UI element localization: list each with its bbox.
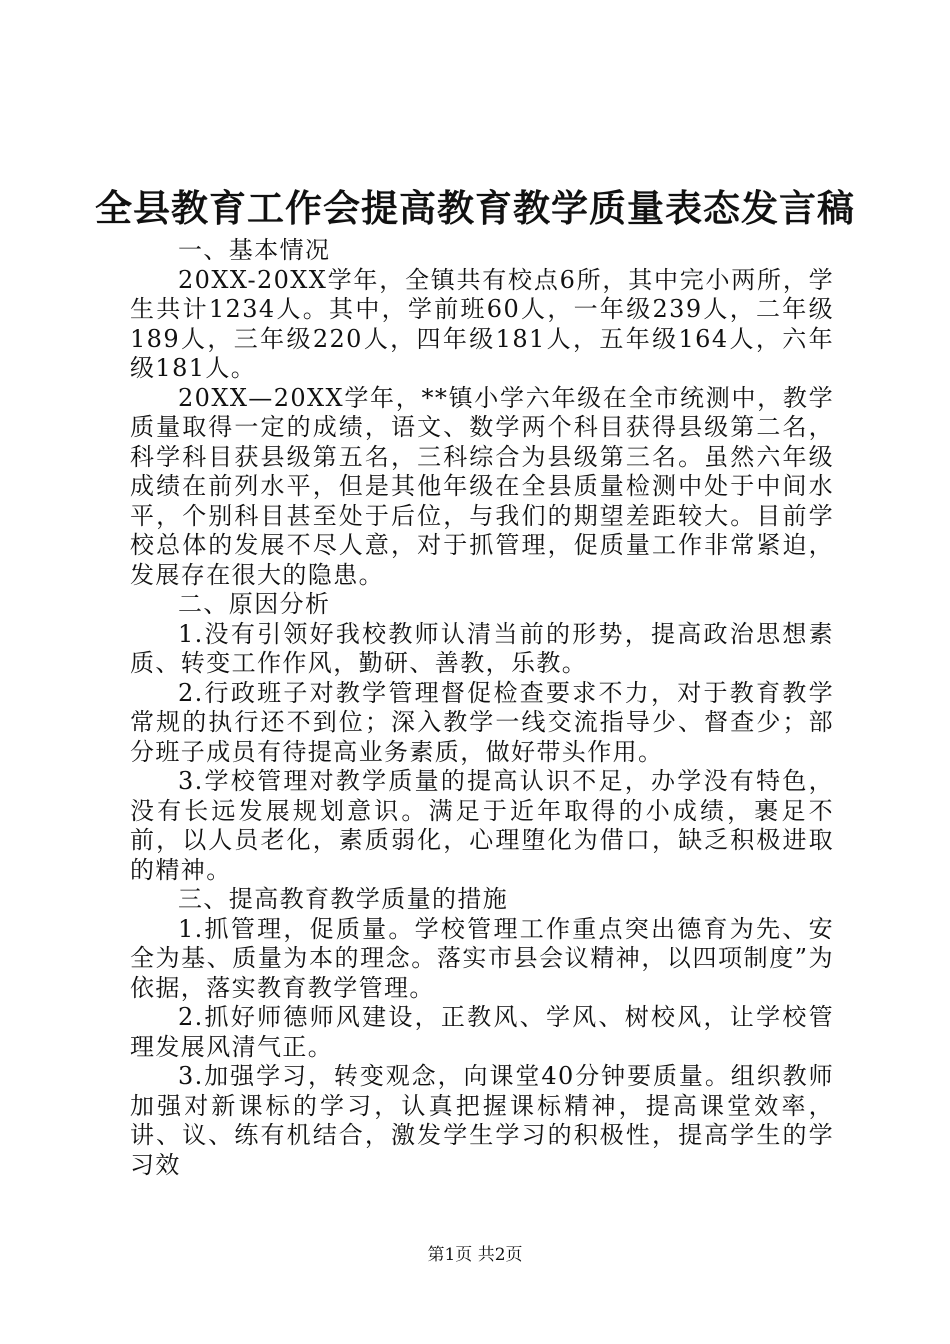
document-title: 全县教育工作会提高教育教学质量表态发言稿 — [95, 186, 855, 230]
paragraph-measure-2: 2.抓好师德师风建设，正教风、学风、树校风，让学校管理发展风清气正。 — [130, 1003, 834, 1061]
document-body — [130, 236, 834, 1180]
paragraph-cause-2: 2.行政班子对教学管理督促检查要求不力，对于教育教学常规的执行还不到位；深入教学一线交流指导少、督查少；部分班子成员有待提高业务素质，做好带头作用。 — [130, 678, 834, 766]
paragraph-student-statistics: 20XX-20XX学年，全镇共有校点6所，其中完小两所，学生共计1234人。其中，学前班60人，一年级239人，二年级189人，三年级220人，四年级181人，五年级164人，六年级181人。 — [130, 265, 834, 382]
paragraph-measure-1: 1.抓管理，促质量。学校管理工作重点突出德育为先、安全为基、质量为本的理念。落实市县会议精神，以四项制度”为依据，落实教育教学管理。 — [130, 914, 834, 1002]
paragraph-measure-3: 3.加强学习，转变观念，向课堂40分钟要质量。组织教师加强对新课标的学习，认真把握课标精神，提高课堂效率，讲、议、练有机结合，激发学生学习的积极性，提高学生的学习效 — [130, 1062, 834, 1179]
section-heading-cause-analysis: 二、原因分析 — [178, 590, 331, 618]
paragraph-cause-1: 1.没有引领好我校教师认清当前的形势，提高政治思想素质、转变工作作风，勤研、善教，乐教。 — [130, 619, 834, 677]
section-heading-measures: 三、提高教育教学质量的措施 — [178, 885, 509, 913]
paragraph-exam-results: 20XX—20XX学年，**镇小学六年级在全市统测中，教学质量取得一定的成绩，语文、数学两个科目获得县级第二名，科学科目获县级第五名，三科综合为县级第三名。虽然六年级成绩在前列水平，但是其他年级在全县质量检测中处于中间水平，个别科目甚至处于后位，与我们的期望差距较大。目前学校总体的发展不尽人意，对于抓管理，促质量工作非常紧迫，发展存在很大的隐患。 — [130, 383, 834, 589]
page-number-footer: 第1页 共2页 — [427, 1245, 523, 1265]
paragraph-cause-3: 3.学校管理对教学质量的提高认识不足，办学没有特色，没有长远发展规划意识。满足于近年取得的小成绩，裹足不前，以人员老化，素质弱化，心理堕化为借口，缺乏积极进取的精神。 — [130, 767, 834, 884]
section-heading-basic-situation: 一、基本情况 — [178, 236, 331, 264]
